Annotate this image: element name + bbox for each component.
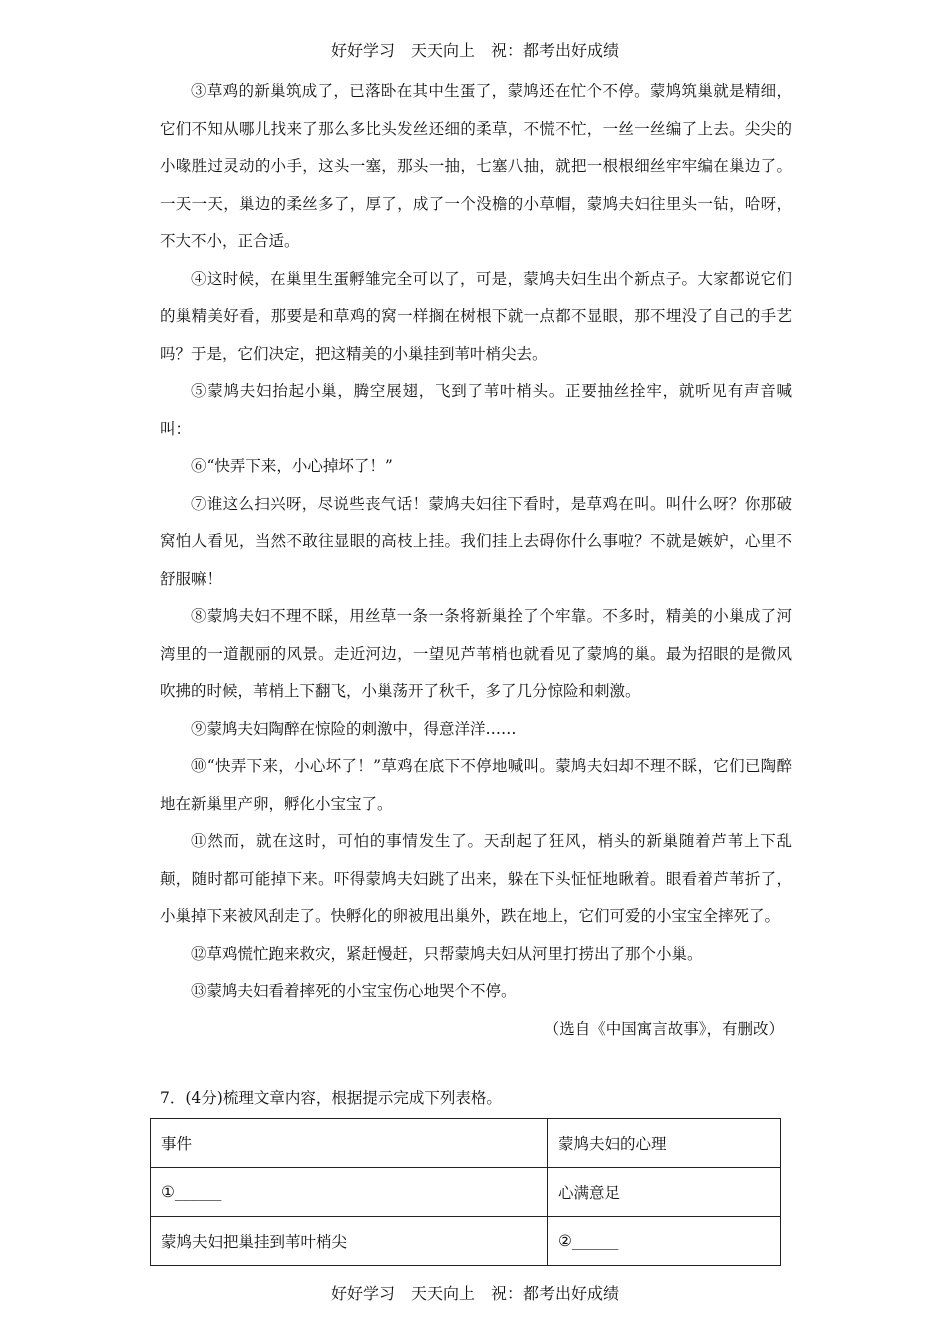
paragraph-8: ⑧蒙鸠夫妇不理不睬，用丝草一条一条将新巢拴了个牢靠。不多时，精美的小巢成了河湾里的一道靓丽的风景。走近河边，一望见芦苇梢也就看见了蒙鸠的巢。最为招眼的是微风吹拂的时候，苇梢上下翻飞，小巢荡开了秋千，多了几分惊险和刺激。 (160, 607, 792, 700)
question-7: 7．(4分)梳理文章内容，根据提示完成下列表格。 (160, 1089, 502, 1107)
page-footer: 好好学习 天天向上 祝：都考出好成绩 (330, 1284, 619, 1303)
source-citation: （选自《中国寓言故事》，有删改） (543, 1019, 784, 1038)
paragraph-7: ⑦谁这么扫兴呀，尽说些丧气话！蒙鸠夫妇往下看时，是草鸡在叫。叫什么呀？你那破窝怕人看见，当然不敢往显眼的高枝上挂。我们挂上去碍你什么事啦？不就是嫉妒，心里不舒服嘛！ (160, 494, 792, 588)
table-cell-blank-1: ①______ (151, 1168, 548, 1217)
table-cell-event-header: 事件 (151, 1119, 548, 1168)
table-cell: 蒙鸠夫妇把巢挂到苇叶梢尖 (151, 1217, 548, 1266)
answer-table (150, 1118, 781, 1266)
page-header: 好好学习 天天向上 祝：都考出好成绩 (330, 41, 619, 60)
paragraph-3: ③草鸡的新巢筑成了，已落卧在其中生蛋了，蒙鸠还在忙个不停。蒙鸠筑巢就是精细，它们不知从哪儿找来了那么多比头发丝还细的柔草，不慌不忙，一丝一丝编了上去。尖尖的小喙胜过灵动的小手，这头一塞，那头一抽，七塞八抽，就把一根根细丝牢牢编在巢边了。一天一天，巢边的柔丝多了，厚了，成了一个没檐的小草帽，蒙鸠夫妇往里头一钻，哈呀，不大不小，正合适。 (160, 82, 792, 250)
paragraph-10: ⑩“快弄下来，小心坏了！”草鸡在底下不停地喊叫。蒙鸠夫妇却不理不睬，它们已陶醉地在新巢里产卵，孵化小宝宝了。 (160, 757, 792, 813)
table-row (151, 1168, 781, 1217)
paragraph-5: ⑤蒙鸠夫妇抬起小巢，腾空展翅，飞到了苇叶梢头。正要抽丝拴牢，就听见有声音喊叫： (160, 382, 792, 438)
table-row (151, 1217, 781, 1266)
paragraph-4: ④这时候，在巢里生蛋孵雏完全可以了，可是，蒙鸠夫妇生出个新点子。大家都说它们的巢精美好看，那要是和草鸡的窝一样搁在树根下就一点都不显眼，那不埋没了自己的手艺吗？于是，它们决定，把这精美的小巢挂到苇叶梢尖去。 (160, 269, 792, 363)
paragraph-12: ⑫草鸡慌忙跑来救灾，紧赶慢赶，只帮蒙鸠夫妇从河里打捞出了那个小巢。 (191, 944, 703, 963)
paragraph-13: ⑬蒙鸠夫妇看着摔死的小宝宝伤心地哭个不停。 (191, 982, 517, 1000)
paragraph-11: ⑪然而，就在这时，可怕的事情发生了。天刮起了狂风，梢头的新巢随着芦苇上下乱颠，随时都可能掉下来。吓得蒙鸠夫妇跳了出来，躲在下头怔怔地瞅着。眼看着芦苇折了，小巢掉下来被风刮走了。快孵化的卵被甩出巢外，跌在地上，它们可爱的小宝宝全摔死了。 (160, 832, 792, 925)
table-row (151, 1119, 781, 1168)
table-cell-psychology-header: 蒙鸠夫妇的心理 (548, 1119, 781, 1168)
table-cell-blank-2: ②______ (548, 1217, 781, 1266)
article-body (160, 73, 792, 1048)
paragraph-9: ⑨蒙鸠夫妇陶醉在惊险的刺激中，得意洋洋…… (191, 719, 517, 738)
paragraph-6: ⑥“快弄下来，小心掉坏了！” (191, 457, 393, 475)
table-cell: 心满意足 (548, 1168, 781, 1217)
